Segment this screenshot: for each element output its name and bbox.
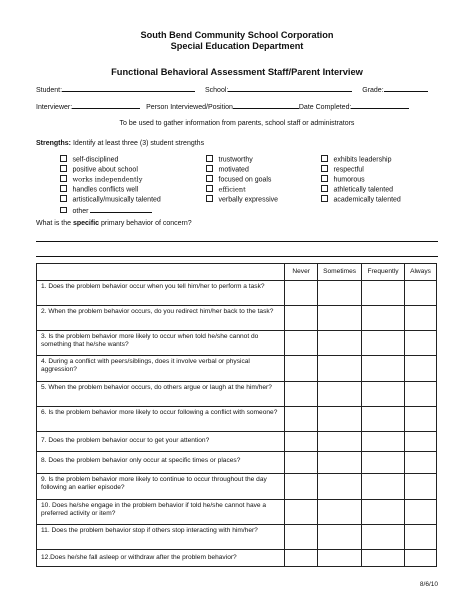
always-cell[interactable] xyxy=(405,550,437,567)
strength-option[interactable]: verbally expressive xyxy=(206,195,278,205)
table-row xyxy=(37,331,437,356)
never-cell[interactable] xyxy=(285,331,318,356)
checkbox[interactable] xyxy=(206,195,213,202)
question-text: 1. Does the problem behavior occur when you tell him/her to perform a task? xyxy=(37,281,285,306)
never-cell[interactable] xyxy=(285,525,318,550)
other-strength-field[interactable] xyxy=(90,205,152,213)
interviewer-row xyxy=(36,101,409,112)
question-text: 4. During a conflict with peers/siblings, does it involve verbal or physical aggression? xyxy=(37,356,285,382)
never-cell[interactable] xyxy=(285,500,318,525)
table-row xyxy=(37,474,437,500)
strength-option[interactable]: works independently xyxy=(60,175,161,185)
question-text: 9. Is the problem behavior more likely to continue to occur throughout the day following an earlier episode? xyxy=(37,474,285,500)
never-cell[interactable] xyxy=(285,281,318,306)
strength-option-other[interactable]: other xyxy=(60,205,161,217)
table-row xyxy=(37,281,437,306)
frequently-cell[interactable] xyxy=(362,500,405,525)
always-cell[interactable] xyxy=(405,382,437,407)
table-row xyxy=(37,382,437,407)
question-text: 8. Does the problem behavior only occur at specific times or places? xyxy=(37,452,285,474)
checkbox[interactable] xyxy=(60,207,67,214)
sometimes-cell[interactable] xyxy=(318,306,362,331)
strengths-label: Strengths: xyxy=(36,140,71,147)
checkbox[interactable] xyxy=(206,175,213,182)
checkbox[interactable] xyxy=(206,185,213,192)
question-text: 3. Is the problem behavior more likely to occur when told he/she cannot do something that he/she wants? xyxy=(37,331,285,356)
always-cell[interactable] xyxy=(405,306,437,331)
never-cell[interactable] xyxy=(285,550,318,567)
person-interviewed-label: Person Interviewed/Position xyxy=(146,104,233,111)
checkbox[interactable] xyxy=(60,195,67,202)
student-label: Student: xyxy=(36,87,63,94)
question-text: 2. When the problem behavior occurs, do you redirect him/her back to the task? xyxy=(37,306,285,331)
interviewer-label: Interviewer: xyxy=(36,104,73,111)
frequently-column-header: Frequently xyxy=(362,264,405,281)
strengths-heading xyxy=(36,140,204,147)
sometimes-cell[interactable] xyxy=(318,500,362,525)
always-cell[interactable] xyxy=(405,407,437,432)
person-interviewed-field[interactable] xyxy=(233,101,299,109)
grade-label: Grade: xyxy=(362,87,384,94)
behavior-frequency-table xyxy=(36,263,437,567)
strengths-column-1 xyxy=(60,155,161,217)
school-field[interactable] xyxy=(228,84,352,92)
student-school-grade-row xyxy=(36,84,428,95)
sometimes-cell[interactable] xyxy=(318,474,362,500)
strength-option[interactable]: self-disciplined xyxy=(60,155,161,165)
checkbox[interactable] xyxy=(321,155,328,162)
always-cell[interactable] xyxy=(405,525,437,550)
table-row xyxy=(37,432,437,452)
strength-option[interactable]: focused on goals xyxy=(206,175,278,185)
table-row xyxy=(37,500,437,525)
checkbox[interactable] xyxy=(321,195,328,202)
always-cell[interactable] xyxy=(405,356,437,382)
date-completed-field[interactable] xyxy=(351,101,409,109)
interviewer-field[interactable] xyxy=(72,101,140,109)
checkbox[interactable] xyxy=(60,155,67,162)
always-cell[interactable] xyxy=(405,474,437,500)
frequently-cell[interactable] xyxy=(362,525,405,550)
form-title: Functional Behavioral Assessment Staff/Parent Interview xyxy=(111,67,363,77)
sometimes-cell[interactable] xyxy=(318,382,362,407)
table-row xyxy=(37,452,437,474)
strength-option[interactable]: respectful xyxy=(321,165,401,175)
checkbox[interactable] xyxy=(60,175,67,182)
sometimes-cell[interactable] xyxy=(318,452,362,474)
strength-option[interactable]: humorous xyxy=(321,175,401,185)
checkbox[interactable] xyxy=(321,185,328,192)
sometimes-cell[interactable] xyxy=(318,432,362,452)
revision-date: 8/6/10 xyxy=(419,581,438,588)
question-column-header xyxy=(37,264,285,281)
always-cell[interactable] xyxy=(405,432,437,452)
school-label: School: xyxy=(204,87,229,94)
frequently-cell[interactable] xyxy=(362,407,405,432)
never-cell[interactable] xyxy=(285,382,318,407)
answer-line[interactable] xyxy=(36,256,438,257)
question-text: 11. Does the problem behavior stop if others stop interacting with him/her? xyxy=(37,525,285,550)
never-cell[interactable] xyxy=(285,407,318,432)
frequently-cell[interactable] xyxy=(362,356,405,382)
always-column-header: Always xyxy=(405,264,437,281)
frequently-cell[interactable] xyxy=(362,281,405,306)
checkbox[interactable] xyxy=(60,185,67,192)
checkbox[interactable] xyxy=(321,165,328,172)
sometimes-cell[interactable] xyxy=(318,356,362,382)
always-cell[interactable] xyxy=(405,452,437,474)
never-cell[interactable] xyxy=(285,306,318,331)
date-completed-label: Date Completed: xyxy=(298,104,352,111)
question-text: 10. Does he/she engage in the problem behavior if told he/she cannot have a preferred activity or item? xyxy=(37,500,285,525)
strength-option[interactable]: trustworthy xyxy=(206,155,278,165)
frequently-cell[interactable] xyxy=(362,382,405,407)
strength-option[interactable]: artistically/musically talented xyxy=(60,195,161,205)
answer-line[interactable] xyxy=(36,241,438,242)
primary-behavior-question: What is the specific primary behavior of concern? xyxy=(36,220,192,227)
strengths-instruction: Identify at least three (3) student strengths xyxy=(71,140,205,147)
never-cell[interactable] xyxy=(285,474,318,500)
never-column-header: Never xyxy=(285,264,318,281)
sometimes-cell[interactable] xyxy=(318,550,362,567)
sometimes-cell[interactable] xyxy=(318,281,362,306)
always-cell[interactable] xyxy=(405,500,437,525)
sometimes-column-header: Sometimes xyxy=(318,264,362,281)
student-field[interactable] xyxy=(62,84,195,92)
strength-option[interactable]: academically talented xyxy=(321,195,401,205)
strength-option[interactable]: efficient xyxy=(206,185,278,195)
sometimes-cell[interactable] xyxy=(318,331,362,356)
sometimes-cell[interactable] xyxy=(318,525,362,550)
department-name: Special Education Department xyxy=(170,41,304,51)
strengths-column-2 xyxy=(206,155,278,205)
checkbox[interactable] xyxy=(206,155,213,162)
strength-option[interactable]: handles conflicts well xyxy=(60,185,161,195)
never-cell[interactable] xyxy=(285,356,318,382)
checkbox[interactable] xyxy=(206,165,213,172)
purpose-statement: To be used to gather information from parents, school staff or administrators xyxy=(119,120,355,127)
frequently-cell[interactable] xyxy=(362,474,405,500)
question-text: 6. Is the problem behavior more likely to occur following a conflict with someone? xyxy=(37,407,285,432)
always-cell[interactable] xyxy=(405,331,437,356)
question-text: 12.Does he/she fall asleep or withdraw after the problem behavior? xyxy=(37,550,285,567)
never-cell[interactable] xyxy=(285,432,318,452)
strengths-column-3 xyxy=(321,155,401,205)
table-row xyxy=(37,525,437,550)
never-cell[interactable] xyxy=(285,452,318,474)
frequently-cell[interactable] xyxy=(362,432,405,452)
checkbox[interactable] xyxy=(321,175,328,182)
frequently-cell[interactable] xyxy=(362,306,405,331)
question-text: 7. Does the problem behavior occur to get your attention? xyxy=(37,432,285,452)
table-row xyxy=(37,306,437,331)
table-row xyxy=(37,407,437,432)
table-header-row xyxy=(37,264,437,281)
question-text: 5. When the problem behavior occurs, do others argue or laugh at the him/her? xyxy=(37,382,285,407)
always-cell[interactable] xyxy=(405,281,437,306)
strength-option[interactable]: motivated xyxy=(206,165,278,175)
strength-option[interactable]: positive about school xyxy=(60,165,161,175)
table-row xyxy=(37,550,437,567)
grade-field[interactable] xyxy=(384,84,428,92)
frequently-cell[interactable] xyxy=(362,550,405,567)
checkbox[interactable] xyxy=(60,165,67,172)
strength-option[interactable]: exhibits leadership xyxy=(321,155,401,165)
frequently-cell[interactable] xyxy=(362,452,405,474)
frequently-cell[interactable] xyxy=(362,331,405,356)
organization-name: South Bend Community School Corporation xyxy=(140,30,334,40)
strength-option[interactable]: athletically talented xyxy=(321,185,401,195)
sometimes-cell[interactable] xyxy=(318,407,362,432)
table-row xyxy=(37,356,437,382)
